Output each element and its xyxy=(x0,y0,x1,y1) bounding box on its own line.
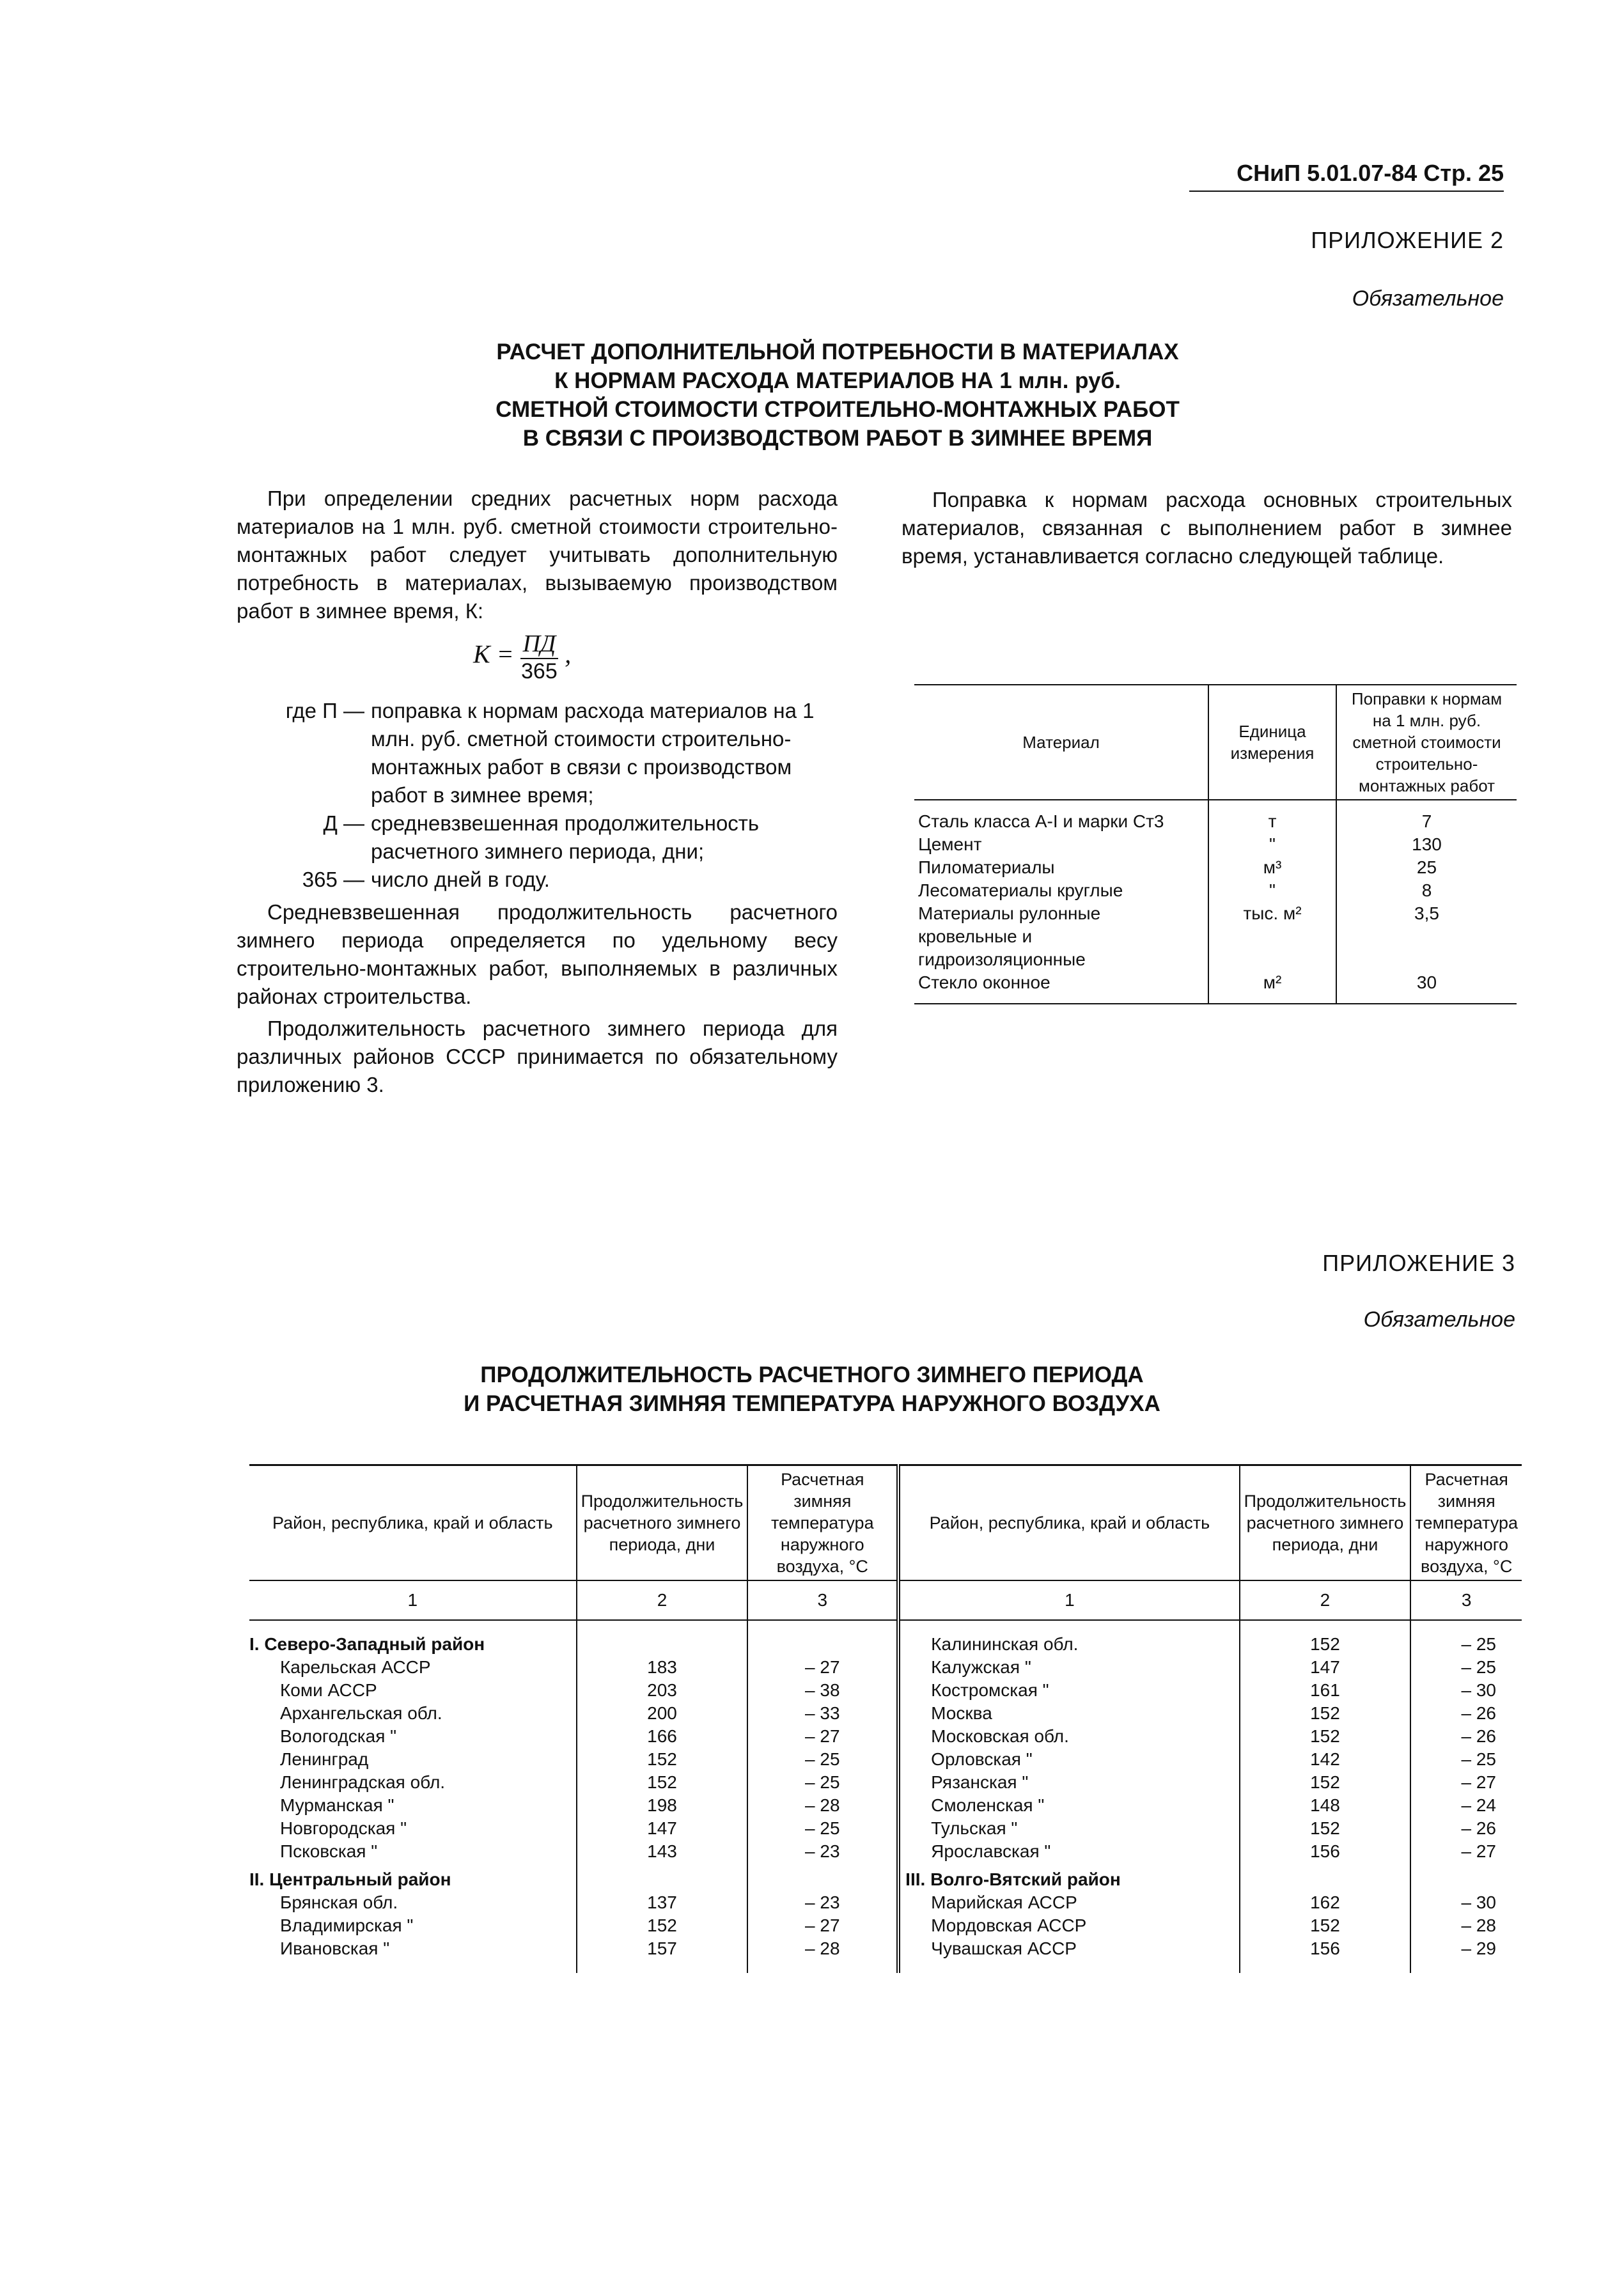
table-row xyxy=(249,1679,1522,1702)
column-number: 1 xyxy=(898,1580,1239,1620)
days-cell: 137 xyxy=(577,1891,748,1914)
definition-item xyxy=(256,809,844,866)
column-header-region: Район, республика, край и область xyxy=(272,1513,553,1532)
appendix-3-status: Обязательное xyxy=(1363,1307,1515,1332)
column-header-correction: Поправки к нормам на 1 млн. руб. сметной стоимости строительно-монтажных работ xyxy=(1336,685,1517,800)
days-cell: 203 xyxy=(577,1679,748,1702)
temp-cell: – 30 xyxy=(1410,1891,1522,1914)
section-heading: II. Центральный район xyxy=(249,1869,451,1889)
table-row xyxy=(249,1725,1522,1748)
left-paragraph-2 xyxy=(237,898,838,1099)
days-cell: 148 xyxy=(1240,1794,1411,1817)
unit-cell: " xyxy=(1208,879,1336,902)
unit-cell: м³ xyxy=(1208,856,1336,879)
days-cell: 157 xyxy=(577,1937,748,1973)
days-cell: 152 xyxy=(577,1748,748,1771)
column-header-material: Материал xyxy=(914,685,1208,800)
column-header-unit: Единица измерения xyxy=(1208,685,1336,800)
days-cell: 152 xyxy=(1240,1702,1411,1725)
formula-lhs: К = xyxy=(473,639,514,669)
column-number: 2 xyxy=(1240,1580,1411,1620)
days-cell: 142 xyxy=(1240,1748,1411,1771)
value-cell: 8 xyxy=(1336,879,1517,902)
column-header-duration: Продолжительность расчетного зимнего периода, дни xyxy=(1240,1465,1411,1581)
formula-denominator: 365 xyxy=(521,659,558,683)
material-cell: Сталь класса А-I и марки Ст3 xyxy=(918,811,1164,831)
days-cell: 200 xyxy=(577,1702,748,1725)
temp-cell: – 26 xyxy=(1410,1725,1522,1748)
column-number: 3 xyxy=(747,1580,898,1620)
temp-cell: – 25 xyxy=(1410,1748,1522,1771)
section-heading: III. Волго-Вятский район xyxy=(898,1863,1239,1891)
table-row xyxy=(914,856,1517,879)
days-cell: 198 xyxy=(577,1794,748,1817)
value-cell: 3,5 xyxy=(1336,902,1517,971)
table-row xyxy=(249,1633,1522,1656)
region-cell: Новгородская " xyxy=(280,1818,407,1838)
document-code: СНиП 5.01.07-84 Стр. 25 xyxy=(1237,160,1504,186)
region-cell: Орловская " xyxy=(898,1748,1239,1771)
days-cell: 166 xyxy=(577,1725,748,1748)
definition-item xyxy=(256,697,844,809)
definition-text: поправка к нормам расхода материалов на 1 млн. руб. сметной стоимости строительно-монтажных работ в связи с производством работ в зимнее время; xyxy=(371,699,815,807)
temp-cell: – 27 xyxy=(747,1656,898,1679)
temp-cell: – 29 xyxy=(1410,1937,1522,1973)
paragraph-text: Продолжительность расчетного зимнего периода для различных районов СССР принимается по обязательному приложению 3. xyxy=(237,1017,838,1096)
temp-cell: – 23 xyxy=(747,1840,898,1863)
formula-tail: , xyxy=(565,639,572,669)
temp-cell: – 33 xyxy=(747,1702,898,1725)
appendix-3-title xyxy=(358,1361,1266,1418)
region-cell: Рязанская " xyxy=(898,1771,1239,1794)
region-cell: Калужская " xyxy=(898,1656,1239,1679)
days-cell: 156 xyxy=(1240,1840,1411,1863)
region-cell: Мордовская АССР xyxy=(898,1914,1239,1937)
material-cell: Пиломатериалы xyxy=(918,857,1055,877)
temp-cell: – 23 xyxy=(747,1891,898,1914)
column-header-temperature: Расчетная зимняя температура наружного воздуха, °С xyxy=(747,1465,898,1581)
section-heading: I. Северо-Западный район xyxy=(249,1634,485,1654)
days-cell: 152 xyxy=(1240,1817,1411,1840)
region-cell: Архангельская обл. xyxy=(280,1703,442,1723)
region-cell: Чувашская АССР xyxy=(898,1937,1239,1973)
table-row xyxy=(914,810,1517,833)
days-cell: 152 xyxy=(1240,1771,1411,1794)
table-row xyxy=(249,1891,1522,1914)
column-header-duration: Продолжительность расчетного зимнего периода, дни xyxy=(577,1465,748,1581)
title-line: ПРОДОЛЖИТЕЛЬНОСТЬ РАСЧЕТНОГО ЗИМНЕГО ПЕРИОДА xyxy=(480,1362,1144,1387)
temp-cell: – 27 xyxy=(1410,1840,1522,1863)
days-cell: 183 xyxy=(577,1656,748,1679)
days-cell: 156 xyxy=(1240,1937,1411,1973)
definition-text: число дней в году. xyxy=(371,868,550,891)
paragraph-text: Поправка к нормам расхода основных строительных материалов, связанная с выполнением работ в зимнее время, устанавливается согласно следующей таблице. xyxy=(902,488,1512,568)
appendix-3-label: ПРИЛОЖЕНИЕ 3 xyxy=(1322,1250,1515,1276)
winter-period-table xyxy=(249,1464,1522,1973)
temp-cell: – 25 xyxy=(1410,1656,1522,1679)
title-line: РАСЧЕТ ДОПОЛНИТЕЛЬНОЙ ПОТРЕБНОСТИ В МАТЕРИАЛАХ xyxy=(496,339,1179,364)
unit-cell: тыс. м² xyxy=(1208,902,1336,971)
temp-cell: – 27 xyxy=(747,1725,898,1748)
appendix-2-status: Обязательное xyxy=(1352,286,1504,311)
region-cell: Марийская АССР xyxy=(898,1891,1239,1914)
temp-cell: – 24 xyxy=(1410,1794,1522,1817)
appendix-2-label: ПРИЛОЖЕНИЕ 2 xyxy=(1311,227,1504,253)
header-rule xyxy=(1189,191,1504,192)
region-cell: Калининская обл. xyxy=(898,1633,1239,1656)
table-row xyxy=(249,1937,1522,1973)
definition-item xyxy=(256,866,844,894)
region-cell: Вологодская " xyxy=(280,1726,397,1746)
table-row xyxy=(914,879,1517,902)
region-cell: Тульская " xyxy=(898,1817,1239,1840)
temp-cell: – 25 xyxy=(747,1817,898,1840)
temp-cell: – 26 xyxy=(1410,1702,1522,1725)
column-header-temperature: Расчетная зимняя температура наружного воздуха, °С xyxy=(1410,1465,1522,1581)
days-cell: 147 xyxy=(1240,1656,1411,1679)
days-cell: 152 xyxy=(1240,1914,1411,1937)
temp-cell: – 26 xyxy=(1410,1817,1522,1840)
temp-cell: – 25 xyxy=(1410,1633,1522,1656)
days-cell: 152 xyxy=(577,1914,748,1937)
days-cell: 152 xyxy=(1240,1725,1411,1748)
unit-cell: т xyxy=(1208,810,1336,833)
unit-cell: " xyxy=(1208,833,1336,856)
column-number: 1 xyxy=(249,1580,577,1620)
table-row xyxy=(914,902,1517,971)
region-cell: Брянская обл. xyxy=(280,1892,398,1912)
definition-term: где П — xyxy=(285,699,364,722)
material-cell: Цемент xyxy=(918,834,982,854)
temp-cell: – 38 xyxy=(747,1679,898,1702)
region-cell: Ивановская " xyxy=(280,1938,390,1958)
value-cell: 130 xyxy=(1336,833,1517,856)
table-row xyxy=(249,1656,1522,1679)
table-row xyxy=(249,1840,1522,1863)
formula-numerator: ПД xyxy=(520,630,559,659)
days-cell: 152 xyxy=(1240,1633,1411,1656)
table-row xyxy=(914,833,1517,856)
temp-cell: – 25 xyxy=(747,1771,898,1794)
value-cell: 7 xyxy=(1336,810,1517,833)
temp-cell: – 28 xyxy=(1410,1914,1522,1937)
unit-cell: м² xyxy=(1208,971,1336,1004)
days-cell: 147 xyxy=(577,1817,748,1840)
temp-cell: – 28 xyxy=(747,1937,898,1973)
formula-fraction xyxy=(520,630,559,684)
definitions-list xyxy=(256,697,844,894)
left-paragraph-1 xyxy=(237,485,838,625)
column-header-region: Район, республика, край и область xyxy=(898,1465,1239,1581)
title-line: К НОРМАМ РАСХОДА МАТЕРИАЛОВ НА 1 млн. руб. xyxy=(554,368,1121,393)
appendix-2-title xyxy=(384,338,1292,453)
material-cell: Стекло оконное xyxy=(918,972,1050,992)
days-cell: 152 xyxy=(577,1771,748,1794)
materials-table xyxy=(914,684,1517,1004)
region-cell: Ленинград xyxy=(280,1749,369,1769)
formula xyxy=(473,630,571,684)
region-cell: Ярославская " xyxy=(898,1840,1239,1863)
table-row xyxy=(249,1914,1522,1937)
column-number: 3 xyxy=(1410,1580,1522,1620)
temp-cell: – 27 xyxy=(747,1914,898,1937)
temp-cell: – 27 xyxy=(1410,1771,1522,1794)
table-row xyxy=(914,971,1517,1004)
days-cell: 162 xyxy=(1240,1891,1411,1914)
days-cell: 143 xyxy=(577,1840,748,1863)
value-cell: 30 xyxy=(1336,971,1517,1004)
region-cell: Смоленская " xyxy=(898,1794,1239,1817)
material-cell: Материалы рулонные кровельные и гидроизоляционные xyxy=(918,903,1101,969)
title-line: СМЕТНОЙ СТОИМОСТИ СТРОИТЕЛЬНО-МОНТАЖНЫХ РАБОТ xyxy=(496,397,1180,422)
column-number: 2 xyxy=(577,1580,748,1620)
table-row xyxy=(249,1817,1522,1840)
value-cell: 25 xyxy=(1336,856,1517,879)
temp-cell: – 25 xyxy=(747,1748,898,1771)
definition-term: 365 — xyxy=(302,868,364,891)
region-cell: Карельская АССР xyxy=(280,1657,431,1677)
region-cell: Мурманская " xyxy=(280,1795,394,1815)
table-row xyxy=(249,1771,1522,1794)
region-cell: Коми АССР xyxy=(280,1680,377,1700)
region-cell: Ленинградская обл. xyxy=(280,1772,446,1792)
region-cell: Московская обл. xyxy=(898,1725,1239,1748)
right-paragraph xyxy=(902,486,1512,570)
title-line: В СВЯЗИ С ПРОИЗВОДСТВОМ РАБОТ В ЗИМНЕЕ ВРЕМЯ xyxy=(522,426,1153,451)
region-cell: Костромская " xyxy=(898,1679,1239,1702)
region-cell: Псковская " xyxy=(280,1841,378,1861)
days-cell: 161 xyxy=(1240,1679,1411,1702)
table-row xyxy=(249,1794,1522,1817)
region-cell: Москва xyxy=(898,1702,1239,1725)
paragraph-text: При определении средних расчетных норм расхода материалов на 1 млн. руб. сметной стоимости строительно-монтажных работ следует учитывать дополнительную потребность в материалах, вызываемую производством работ в зимнее время, К: xyxy=(237,487,838,623)
table-row xyxy=(249,1702,1522,1725)
title-line: И РАСЧЕТНАЯ ЗИМНЯЯ ТЕМПЕРАТУРА НАРУЖНОГО ВОЗДУХА xyxy=(464,1391,1160,1416)
table-row xyxy=(249,1748,1522,1771)
table-row xyxy=(249,1863,1522,1891)
material-cell: Лесоматериалы круглые xyxy=(918,880,1123,900)
definition-term: Д — xyxy=(323,811,364,835)
region-cell: Владимирская " xyxy=(280,1915,414,1935)
definition-text: средневзвешенная продолжительность расчетного зимнего периода, дни; xyxy=(371,811,760,863)
paragraph-text: Средневзвешенная продолжительность расчетного зимнего периода определяется по удельному весу строительно-монтажных работ, выполняемых в различных районах строительства. xyxy=(237,900,838,1008)
temp-cell: – 28 xyxy=(747,1794,898,1817)
temp-cell: – 30 xyxy=(1410,1679,1522,1702)
